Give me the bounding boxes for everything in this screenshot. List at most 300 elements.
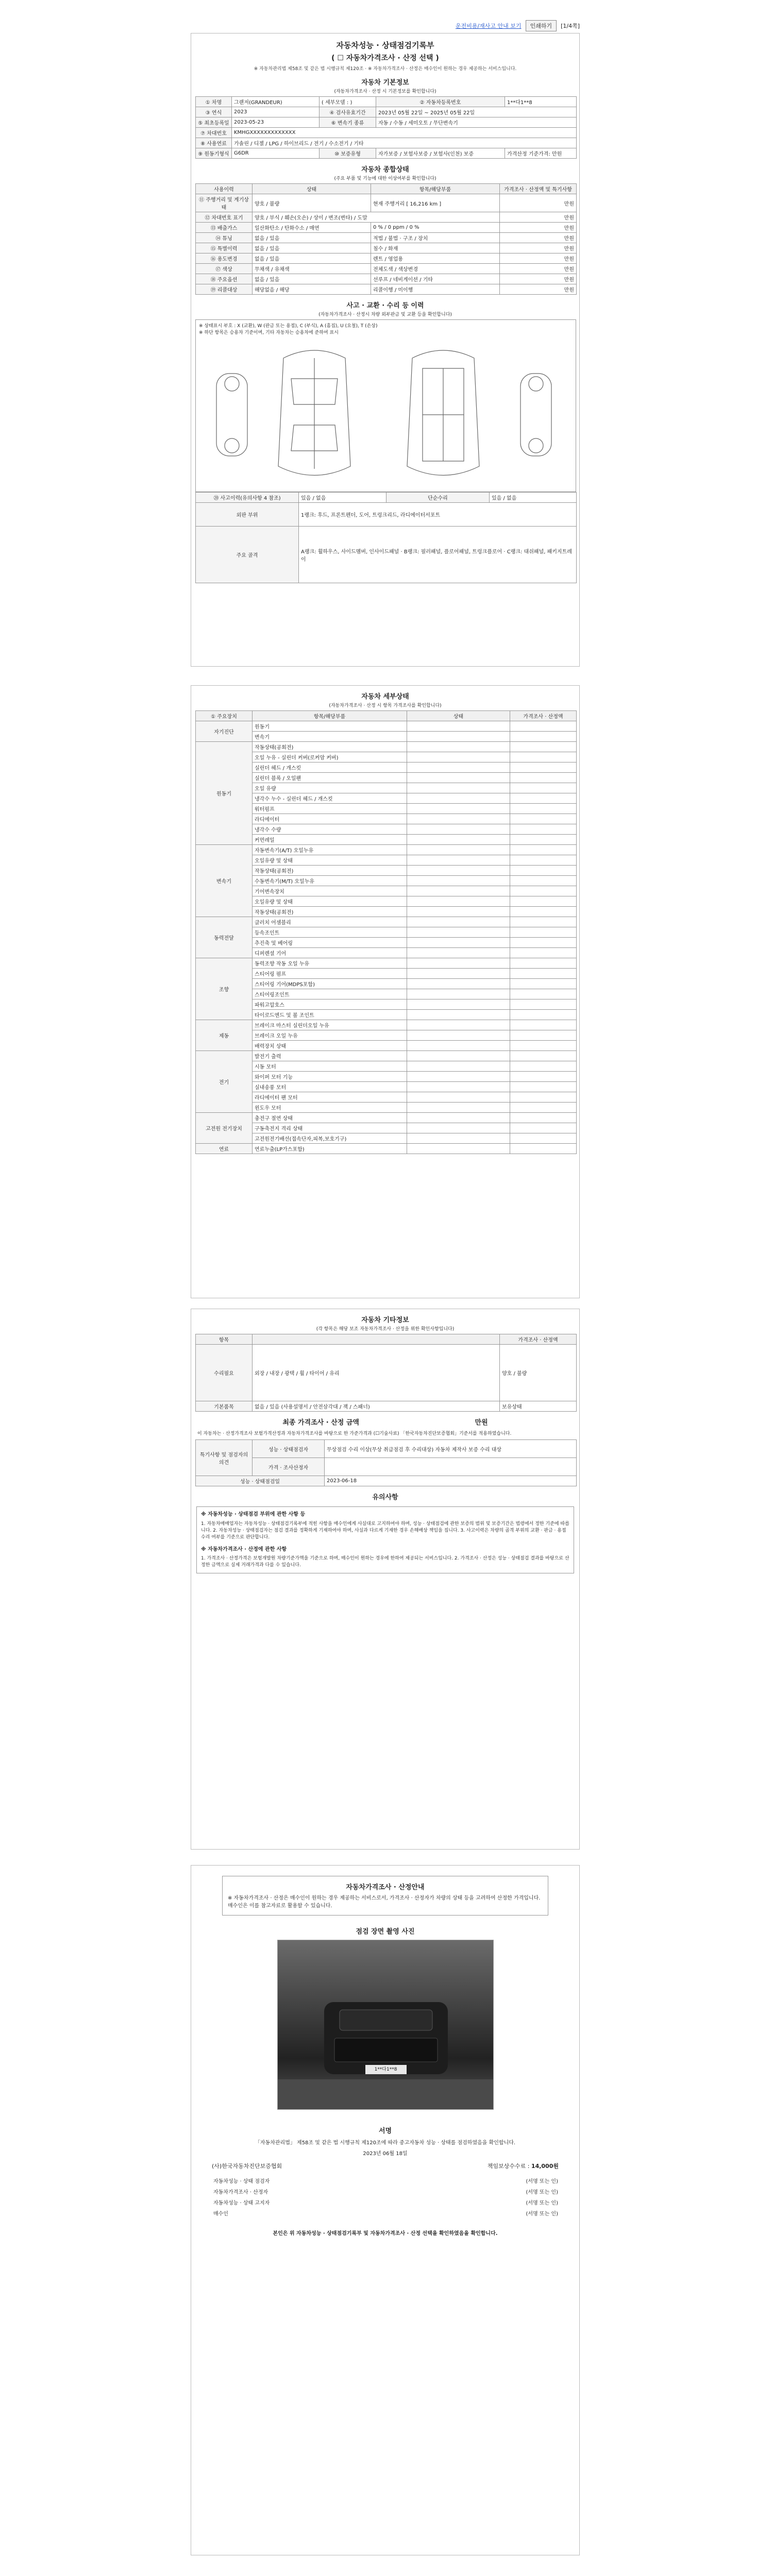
accident-title: 사고 · 교환 · 수리 등 이력: [346, 302, 424, 310]
price-cell: [510, 927, 577, 938]
condition-sub: (주요 부품 및 기능에 대한 이상여부를 확인합니다): [334, 176, 436, 181]
table-row: [196, 783, 577, 793]
item-label: 고전원전기배선(접속단자,피복,보호기구): [253, 1133, 407, 1144]
col-header: 가격조사 · 산정액: [500, 1334, 577, 1345]
table-row: [196, 1113, 577, 1123]
cell: A랭크: 휠하우스, 사이드멤버, 인사이드패널 · B랭크: 필러패널, 플로어패널, 트렁크플로어 · C랭크: 대쉬패널, 패키지트레이: [299, 527, 577, 583]
seal-label: (서명 또는 인): [526, 2211, 558, 2217]
item-label: 작동상태(공회전): [253, 907, 407, 917]
table-row: [196, 855, 577, 866]
status-cell: [407, 1051, 510, 1061]
cell: 만원: [500, 243, 577, 253]
item-label: 작동상태(공회전): [253, 866, 407, 876]
item-label: 냉각수 수량: [253, 824, 407, 835]
accident-table: [195, 492, 577, 583]
status-cell: [407, 948, 510, 958]
item-label: 구동축전지 격리 상태: [253, 1123, 407, 1133]
fee-label: 책임보상수수료 :: [487, 2163, 530, 2170]
cell: ① 차명: [196, 97, 232, 107]
table-row: [196, 835, 577, 845]
basic-info-table: [195, 96, 577, 159]
signer-role: 자동차가격조사 · 산정자: [213, 2190, 268, 2195]
cell: 리콜이행 / 미이행: [371, 284, 500, 295]
item-label: 실내송풍 모터: [253, 1082, 407, 1092]
status-cell: [407, 886, 510, 896]
final-text: 이 자동차는 · 산정가격조사 보험가격산정과 자동차가격조사를 바탕으로 한 가준가격과 (☐기술사료) 「한국자동차진단보증협회」기준서를 적용하였습니다.: [197, 1431, 512, 1436]
page-indicator: [1/4쪽]: [561, 23, 580, 29]
detail-sub: (자동차가격조사 · 산정 시 항목 가격조사를 확인합니다): [329, 703, 442, 708]
table-row: [196, 721, 577, 732]
fee: [488, 2162, 559, 2170]
status-cell: [407, 814, 510, 824]
table-row: [196, 1020, 577, 1030]
notice-heading: ※ 자동차성능 · 상태점검 부위에 관한 사항 등: [201, 1512, 306, 1517]
cell: 2023년 05월 22일 ~ 2025년 05월 22일: [376, 107, 577, 117]
top-toolbar: [191, 20, 580, 32]
sign-title: 서명: [378, 2127, 392, 2135]
cell: 기본품목: [196, 1401, 253, 1412]
item-label: 윈도우 모터: [253, 1103, 407, 1113]
table-row: [196, 752, 577, 762]
item-label: 작동상태(공회전): [253, 742, 407, 752]
other-table: [195, 1334, 577, 1412]
status-cell: [407, 1020, 510, 1030]
group-label: 동력전달: [196, 917, 253, 958]
cell: 1**다1**8: [505, 97, 577, 107]
other-title: 자동차 기타정보: [361, 1316, 409, 1324]
cell: 양호 / 불량: [500, 1345, 577, 1401]
price-cell: [510, 1133, 577, 1144]
cell: ⑦ 차대번호: [196, 128, 232, 138]
table-row: [196, 773, 577, 783]
notice-title: 유의사항: [372, 1494, 398, 1501]
cell: 만원: [500, 274, 577, 284]
seal-label: (서명 또는 인): [526, 2200, 558, 2206]
status-cell: [407, 783, 510, 793]
cell: 2023: [232, 107, 320, 117]
price-cell: [510, 855, 577, 866]
price-cell: [510, 732, 577, 742]
table-row: [196, 948, 577, 958]
status-cell: [407, 1113, 510, 1123]
item-label: 오일 누유 - 실린더 커버(로커암 커버): [253, 752, 407, 762]
cell: 0 % / 0 ppm / 0 %: [371, 223, 500, 233]
status-cell: [407, 1072, 510, 1082]
cell: 자동 / 수동 / 세미오토 / 무단변속기: [376, 117, 577, 128]
table-row: [196, 793, 577, 804]
cell: ⑮ 특별이력: [196, 243, 253, 253]
notice-box: [196, 1506, 574, 1573]
cell: 전체도색 / 색상변경: [371, 264, 500, 274]
price-cell: [510, 814, 577, 824]
item-label: 오일유량 및 상태: [253, 896, 407, 907]
price-cell: [510, 938, 577, 948]
basic-info-sub: (자동차가격조사 · 산정 시 기본정보를 확인합니다): [334, 89, 436, 94]
item-label: 디퍼렌셜 기어: [253, 948, 407, 958]
table-row: [196, 886, 577, 896]
cell: ⑭ 튜닝: [196, 233, 253, 243]
legend-line: ※ 하단 항목은 승용차 기준이며, 기타 자동차는 승용차에 준하여 표시: [199, 330, 339, 335]
status-cell: [407, 969, 510, 979]
group-label: 원동기: [196, 742, 253, 845]
price-cell: [510, 1061, 577, 1072]
price-cell: [510, 958, 577, 969]
price-cell: [510, 762, 577, 773]
cell: [325, 1458, 577, 1476]
price-cell: [510, 948, 577, 958]
item-label: 라디에이터: [253, 814, 407, 824]
cell: KMHGXXXXXXXXXXXXX: [232, 128, 577, 138]
cell: 현재 주행거리 [ 16,216 km ]: [371, 194, 500, 212]
car-diagram: [195, 337, 576, 492]
detail-title: 자동차 세부상태: [361, 693, 409, 701]
cell: ② 자동차등록번호: [376, 97, 505, 107]
status-cell: [407, 917, 510, 927]
sign-date: 2023년 06월 18일: [363, 2151, 408, 2157]
status-cell: [407, 979, 510, 989]
col-header: [253, 1334, 500, 1345]
notice-body: 1. 가격조사 · 산정가격은 보험개발원 차량기준가액을 기준으로 하며, 매수인이 원하는 경우에 한하여 제공되는 서비스입니다. 2. 가격조사 · 산정은 성능 · 상태점검 결과를 바탕으로 산정한 금액으로 실제 거래가격과 다를 수 있습니다.: [201, 1556, 569, 1568]
col-header: 항목/해당부품: [253, 711, 407, 721]
item-label: 워터펌프: [253, 804, 407, 814]
price-cell: [510, 1092, 577, 1103]
table-row: [196, 1133, 577, 1144]
item-label: 등속조인트: [253, 927, 407, 938]
plate-number: 1**다1**8: [374, 2067, 397, 2072]
status-cell: [407, 1082, 510, 1092]
cell: 2023-06-18: [325, 1476, 577, 1486]
cell: ⑲ 리콜대상: [196, 284, 253, 295]
cell: ( 세부모델 : ): [320, 97, 376, 107]
car-photo-icon: [278, 1940, 493, 2109]
table-row: [196, 824, 577, 835]
price-cell: [510, 783, 577, 793]
cell: 그랜저(GRANDEUR): [232, 97, 320, 107]
item-label: 와이퍼 모터 기능: [253, 1072, 407, 1082]
cell: 적법 / 불법 · 구조 / 장치: [371, 233, 500, 243]
legend-line: ※ 상태표시 부호 : X (교환), W (판금 또는 용접), C (부식), A (흠집), U (요철), T (손상): [199, 324, 378, 329]
item-label: 자동변속기(A/T) 오일누유: [253, 845, 407, 855]
cell: 만원: [500, 284, 577, 295]
cell: ⑪ 주행거리 및 계기상태: [196, 194, 253, 212]
fee-value: 14,000원: [531, 2163, 559, 2170]
document-title: 자동차성능 · 상태점검기록부: [336, 41, 434, 50]
page-1: [191, 33, 580, 667]
status-cell: [407, 927, 510, 938]
basic-info-title: 자동차 기본정보: [361, 79, 409, 87]
final-title: [191, 1417, 579, 1427]
status-cell: [407, 721, 510, 732]
price-cell: [510, 896, 577, 907]
seal-label: (서명 또는 인): [526, 2179, 558, 2184]
col-header: 상태: [407, 711, 510, 721]
price-cell: [510, 886, 577, 896]
item-label: 브레이크 오일 누유: [253, 1030, 407, 1041]
cell: 만원: [500, 194, 577, 212]
table-row: [196, 1061, 577, 1072]
table-row: [196, 1051, 577, 1061]
cell: 성능 · 상태점검일: [196, 1476, 325, 1486]
item-label: 오일 유량: [253, 783, 407, 793]
price-cell: [510, 969, 577, 979]
inspection-photo: [277, 1940, 494, 2110]
price-cell: [510, 793, 577, 804]
item-label: 동력조향 작동 오일 누유: [253, 958, 407, 969]
cell: ⑫ 차대번호 표기: [196, 212, 253, 223]
group-label: 전기: [196, 1051, 253, 1113]
cell: 없음 / 있음: [253, 243, 371, 253]
seal-label: (서명 또는 인): [526, 2190, 558, 2195]
info-link[interactable]: 운전비용/재사고 안내 보기: [455, 23, 522, 29]
group-label: 변속기: [196, 845, 253, 917]
document-subtitle: ( ☐ 자동차가격조사 · 산정 선택 ): [331, 54, 439, 62]
item-label: 스티어링 기어(MDPS포함): [253, 979, 407, 989]
cell: 해당없음 / 해당: [253, 284, 371, 295]
final-table: [195, 1439, 577, 1486]
price-cell: [510, 835, 577, 845]
status-cell: [407, 907, 510, 917]
photo-title: 점검 장면 촬영 사진: [356, 1928, 415, 1936]
cell: ⑩ 보증유형: [320, 148, 376, 159]
status-cell: [407, 845, 510, 855]
status-cell: [407, 1103, 510, 1113]
table-row: [196, 732, 577, 742]
table-row: [196, 1123, 577, 1133]
table-row: [196, 1030, 577, 1041]
cell: 가솔린 / 디젤 / LPG / 하이브리드 / 전기 / 수소전기 / 기타: [232, 138, 577, 148]
cell: 보유상태: [500, 1401, 577, 1412]
condition-title: 자동차 종합상태: [361, 166, 409, 174]
table-row: [196, 1010, 577, 1020]
cell: ④ 검사유효기간: [320, 107, 376, 117]
price-cell: [510, 1144, 577, 1154]
item-label: 변속기: [253, 732, 407, 742]
table-row: [196, 979, 577, 989]
cell: 양호 / 불량: [253, 194, 371, 212]
status-cell: [407, 1061, 510, 1072]
item-label: 클러치 어셈블리: [253, 917, 407, 927]
status-cell: [407, 1133, 510, 1144]
org-name: (사)한국자동차진단보증협회: [212, 2163, 282, 2170]
cell: ⑤ 최초등록일: [196, 117, 232, 128]
cell: 만원: [500, 233, 577, 243]
item-label: 브레이크 마스터 실린더오일 누유: [253, 1020, 407, 1030]
notice-heading: ※ 자동차가격조사 · 산정에 관한 사항: [201, 1546, 287, 1552]
table-row: [196, 762, 577, 773]
status-cell: [407, 938, 510, 948]
accident-sub: (자동차가격조사 · 산정시 차량 외부판금 및 교환 등을 확인합니다): [318, 312, 452, 317]
table-row: [196, 896, 577, 907]
price-cell: [510, 742, 577, 752]
status-cell: [407, 1010, 510, 1020]
status-cell: [407, 762, 510, 773]
table-row: [196, 938, 577, 948]
table-row: [196, 804, 577, 814]
cell: ⑰ 색상: [196, 264, 253, 274]
status-cell: [407, 824, 510, 835]
item-label: 실린더 블록 / 오일팬: [253, 773, 407, 783]
item-label: 스티어링 펌프: [253, 969, 407, 979]
item-label: 기어변속장치: [253, 886, 407, 896]
status-cell: [407, 1030, 510, 1041]
notice-body: 1. 자동차매매업자는 자동차성능 · 상태점검기록부에 적힌 사항을 매수인에게 사실대로 고지하여야 하며, 성능 · 상태점검에 관한 보증의 범위 및 보증기간은 법령에서 정한 기준에 따릅니다. 2. 자동차성능 · 상태점검자는 점검 결과를 정확하게 기재하여야 하며, 사실과 다르게 기재한 경우 손해배상 책임을 집니다. 3. 사고이력은 차량의 골격 부위의 교환 · 판금 · 용접 수리 여부를 기준으로 판단합니다.: [201, 1521, 569, 1540]
cell: 없음 / 있음: [253, 233, 371, 243]
signer-role: 매수인: [213, 2211, 228, 2217]
table-row: [196, 845, 577, 855]
cell: G6DR: [232, 148, 320, 159]
table-row: [196, 1082, 577, 1092]
col-header: 항목/해당부품: [371, 184, 500, 194]
status-cell: [407, 1144, 510, 1154]
signer-role: 자동차성능 · 상태 점검자: [213, 2179, 270, 2184]
table-row: [196, 1144, 577, 1154]
cell: 있음 / 없음: [299, 493, 386, 503]
group-label: 조향: [196, 958, 253, 1020]
cell: 양호 / 부식 / 훼손(오손) / 상이 / 변조(변타) / 도말: [253, 212, 500, 223]
item-label: 배력장치 상태: [253, 1041, 407, 1051]
price-cell: [510, 1041, 577, 1051]
col-header: 가격조사 · 산정액 및 특기사항: [500, 184, 577, 194]
price-cell: [510, 917, 577, 927]
guide-title: 자동차가격조사 · 산정안내: [346, 1884, 425, 1891]
table-row: [196, 1092, 577, 1103]
table-row: [196, 742, 577, 752]
final-unit: 만원: [475, 1419, 488, 1427]
price-cell: [510, 845, 577, 855]
cell: 무채색 / 유채색: [253, 264, 371, 274]
price-cell: [510, 1072, 577, 1082]
print-button[interactable]: 인쇄하기: [526, 20, 557, 31]
group-label: 자기진단: [196, 721, 253, 742]
table-row: [196, 969, 577, 979]
status-cell: [407, 896, 510, 907]
cell: ⑬ 배출가스: [196, 223, 253, 233]
item-label: 발전기 출력: [253, 1051, 407, 1061]
item-label: 추진축 및 베어링: [253, 938, 407, 948]
cell: 만원: [500, 264, 577, 274]
item-label: 스티어링조인트: [253, 989, 407, 999]
cell: 가격 · 조사산정자: [253, 1458, 325, 1476]
status-cell: [407, 835, 510, 845]
cell: 침수 / 화재: [371, 243, 500, 253]
cell: 단순수리: [386, 493, 490, 503]
cell: 무상점검 수리 이상(무상 취급점검 후 수리대상) 자동차 제작사 보증 수리 대상: [325, 1440, 577, 1458]
item-label: 커먼레일: [253, 835, 407, 845]
table-row: [196, 917, 577, 927]
condition-table: [195, 183, 577, 295]
status-cell: [407, 958, 510, 969]
item-label: 타이로드엔드 및 볼 조인트: [253, 1010, 407, 1020]
status-cell: [407, 1123, 510, 1133]
item-label: 연료누출(LP가스포함): [253, 1144, 407, 1154]
final-title-text: 최종 가격조사 · 산정 금액: [282, 1419, 359, 1427]
table-row: [196, 876, 577, 886]
item-label: 오일유량 및 상태: [253, 855, 407, 866]
status-cell: [407, 1092, 510, 1103]
status-cell: [407, 999, 510, 1010]
sign-statement: 「자동차관리법」 제58조 및 같은 법 시행규칙 제120조에 따라 중고자동차 성능 · 상태를 점검하였음을 확인합니다.: [255, 2140, 516, 2146]
outer-panel-label: 외판 부위: [196, 503, 299, 527]
cell: 없음 / 있음: [253, 274, 371, 284]
cell: 가격산정 기준가격: 만원: [505, 148, 577, 159]
cell: ③ 연식: [196, 107, 232, 117]
cell: ⑱ 주요옵션: [196, 274, 253, 284]
group-label: 연료: [196, 1144, 253, 1154]
price-cell: [510, 999, 577, 1010]
price-cell: [510, 1051, 577, 1061]
cell: 만원: [500, 223, 577, 233]
price-cell: [510, 752, 577, 762]
status-cell: [407, 742, 510, 752]
item-label: 라디에이터 팬 모터: [253, 1092, 407, 1103]
signer-role: 자동차성능 · 상태 고지자: [213, 2200, 270, 2206]
other-sub: (각 항목은 해당 보조 자동차가격조사 · 산정을 위한 확인사항입니다): [316, 1327, 455, 1332]
cell: ⑧ 사용연료: [196, 138, 232, 148]
col-header: ① 주요장치: [196, 711, 253, 721]
page-3: [191, 1309, 580, 1850]
cell: 없음 / 있음 (사용설명서 / 안전삼각대 / 잭 / 스패너): [253, 1401, 500, 1412]
group-label: 제동: [196, 1020, 253, 1051]
guide-text: ※ 자동차가격조사 · 산정은 매수인이 원하는 경우 제공하는 서비스로서, 가격조사 · 산정자가 차량의 상태 등을 고려하여 산정한 가격입니다. 매수인은 이를 참고자료로 활용할 수 있습니다.: [228, 1895, 541, 1909]
cell: 있음 / 없음: [490, 493, 577, 503]
price-cell: [510, 773, 577, 783]
price-cell: [510, 989, 577, 999]
header-notes: ※ 자동차관리법 제58조 및 같은 법 시행규칙 제120조 · ※ 자동차가격조사 · 산정은 매수인이 원하는 경우 제공하는 서비스입니다.: [254, 66, 517, 72]
cell: ⑳ 사고이력(유의사항 4 참조): [196, 493, 299, 503]
status-cell: [407, 855, 510, 866]
cell: 성능 · 상태점검자: [253, 1440, 325, 1458]
col-header: 상태: [253, 184, 371, 194]
cell: 선루프 / 네비게이션 / 기타: [371, 274, 500, 284]
cell: ⑯ 용도변경: [196, 253, 253, 264]
status-cell: [407, 804, 510, 814]
item-label: 냉각수 누수 - 실린더 헤드 / 개스킷: [253, 793, 407, 804]
footer-statement: 본인은 위 자동차성능 · 상태점검기록부 및 자동차가격조사 · 산정 선택을 확인하였음을 확인합니다.: [273, 2231, 498, 2236]
status-cell: [407, 989, 510, 999]
signature-table: [212, 2175, 560, 2218]
status-cell: [407, 876, 510, 886]
cell: 렌트 / 영업용: [371, 253, 500, 264]
car-outline-icon: [196, 337, 576, 491]
col-header: 사용이력: [196, 184, 253, 194]
frame-label: 주요 골격: [196, 527, 299, 583]
table-row: [196, 866, 577, 876]
table-row: [196, 927, 577, 938]
group-label: 고전원 전기장치: [196, 1113, 253, 1144]
table-row: [196, 1103, 577, 1113]
price-cell: [510, 721, 577, 732]
table-row: [196, 1041, 577, 1051]
status-cell: [407, 752, 510, 762]
status-cell: [407, 866, 510, 876]
price-cell: [510, 1020, 577, 1030]
price-cell: [510, 876, 577, 886]
detail-table: [195, 710, 577, 1154]
page-2: [191, 685, 580, 1298]
cell: 없음 / 있음: [253, 253, 371, 264]
table-row: [196, 999, 577, 1010]
table-row: [196, 1072, 577, 1082]
price-cell: [510, 824, 577, 835]
price-cell: [510, 979, 577, 989]
price-cell: [510, 1010, 577, 1020]
price-cell: [510, 1123, 577, 1133]
cell: ⑨ 원동기형식: [196, 148, 232, 159]
cell: ⑥ 변속기 종류: [320, 117, 376, 128]
price-cell: [510, 1082, 577, 1092]
table-row: [196, 907, 577, 917]
table-row: [196, 958, 577, 969]
